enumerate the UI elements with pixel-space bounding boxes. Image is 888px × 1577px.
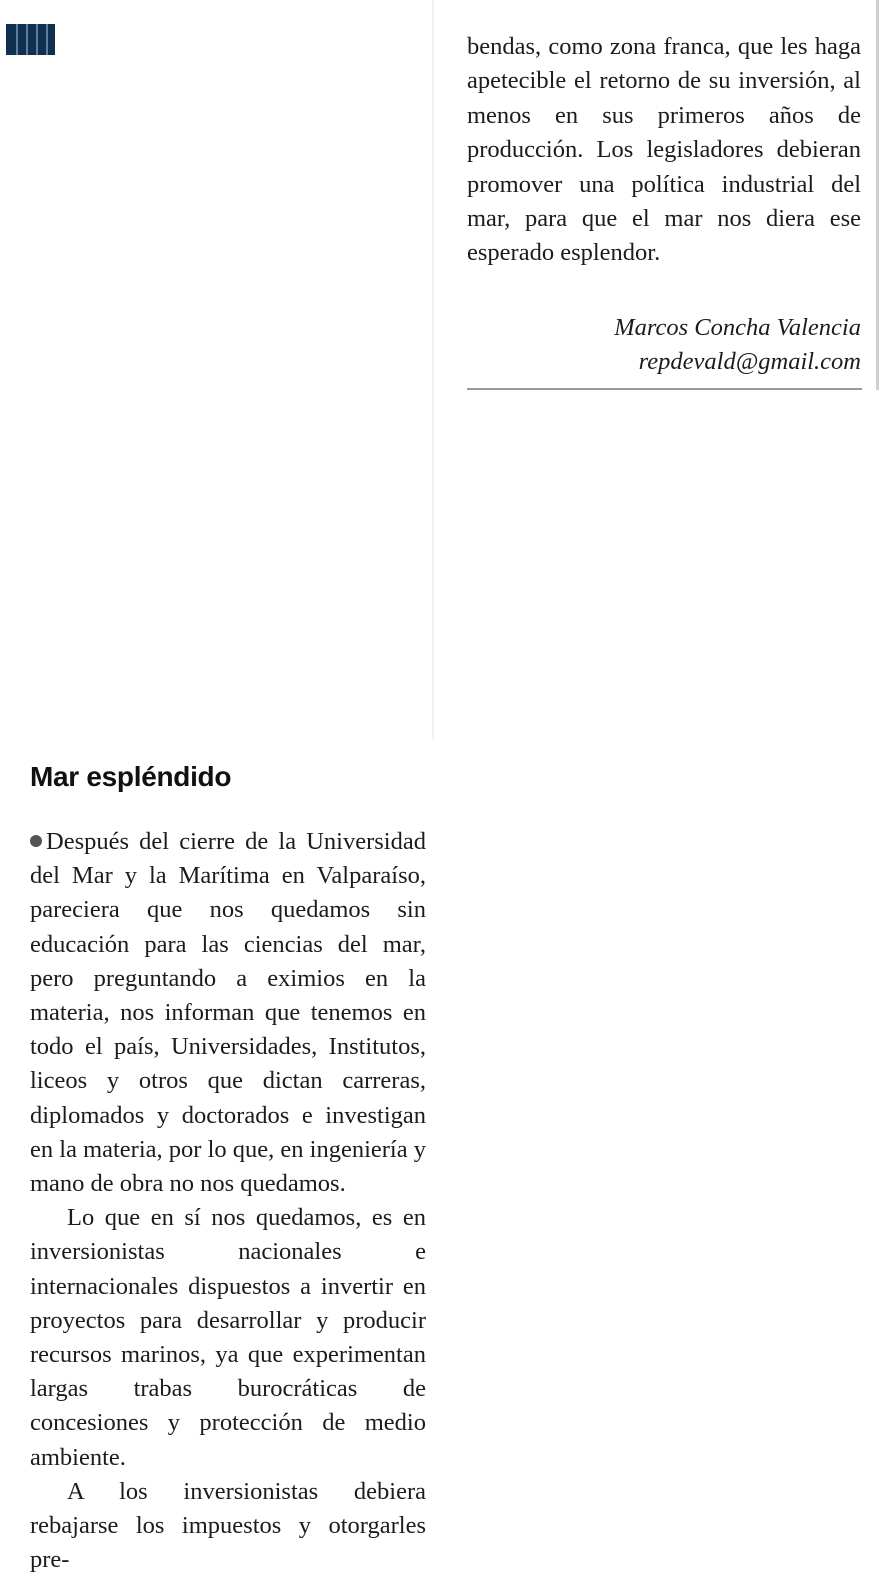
article-paragraph: A los inversionistas debiera rebajarse los impuestos y otorgarles pre- [30, 1477, 426, 1574]
article-body [30, 825, 426, 1577]
letter-signature [467, 311, 861, 379]
section-marker [6, 24, 55, 55]
letter-continuation [467, 30, 861, 379]
page-edge [876, 0, 879, 390]
bullet-icon [30, 835, 42, 847]
letter-article [30, 757, 426, 1577]
article-paragraph: Después del cierre de la Universidad del Mar y la Marítima en Valparaíso, pareciera que nos quedamos sin educación para las ciencias del mar, pero preguntando a eximios en la materia, nos informan que tenemos en todo el país, Universidades, Institutos, liceos y otros que dictan carreras, diplomados y doctorados e investigan en la materia, por lo que, en ingeniería y mano de obra no nos quedamos. [30, 828, 426, 1198]
column-gutter [432, 0, 434, 740]
article-title: Mar espléndido [30, 761, 232, 792]
column-divider [467, 388, 862, 390]
author-name: Marcos Concha Valencia [614, 313, 861, 341]
letter-body-text: bendas, como zona franca, que les haga apetecible el retorno de su inversión, al menos en sus primeros años de producción. Los legisladores debieran promover una política industrial del mar, para que el mar nos diera ese esperado esplendor. [467, 33, 861, 267]
author-email: repdevald@gmail.com [638, 347, 861, 375]
article-paragraph: Lo que en sí nos quedamos, es en inversionistas nacionales e internacionales dispuestos a invertir en proyectos para desarrollar y producir recursos marinos, ya que experimentan largas trabas burocráticas de concesiones y protección de medio ambiente. [30, 1204, 426, 1471]
